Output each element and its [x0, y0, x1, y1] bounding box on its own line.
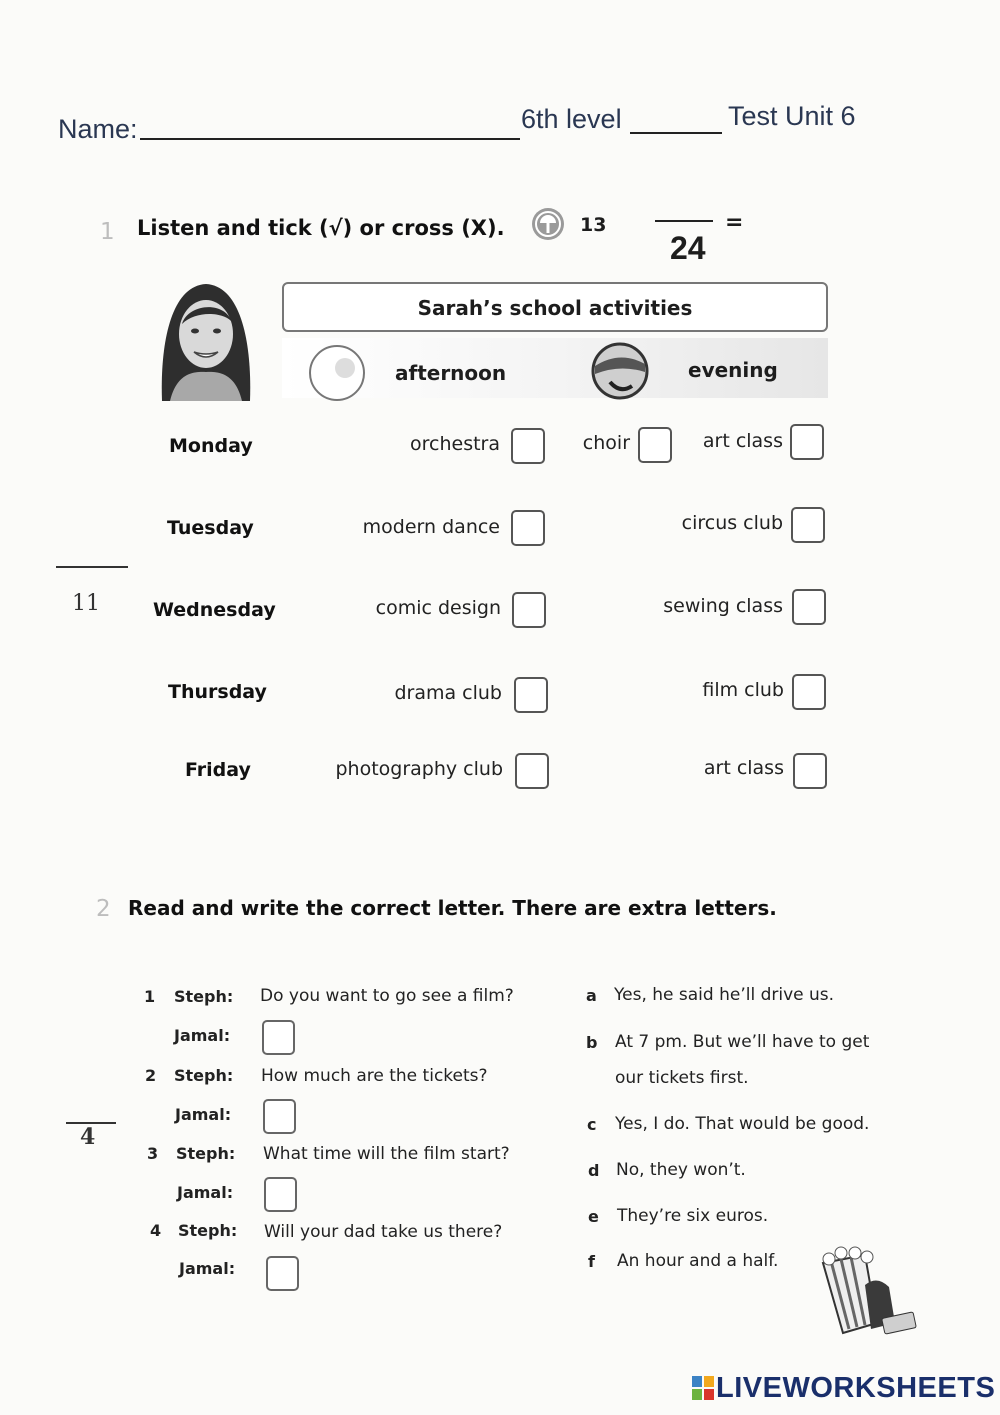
- sun-icon: [308, 344, 366, 402]
- activity-label: orchestra: [410, 433, 500, 455]
- answer-box[interactable]: [790, 424, 824, 460]
- name-label: Name:: [58, 114, 138, 144]
- activity-label: comic design: [375, 597, 501, 619]
- dialogue-number: 3: [147, 1144, 159, 1163]
- answer-box[interactable]: [512, 592, 546, 628]
- speaker-jamal: Jamal:: [174, 1026, 231, 1045]
- activities-panel-header: [282, 282, 828, 332]
- answer-text: No, they won’t.: [616, 1160, 746, 1180]
- answer-box[interactable]: [514, 677, 548, 713]
- speaker-steph: Steph:: [174, 987, 234, 1006]
- answer-text-continued: our tickets first.: [615, 1068, 749, 1088]
- answer-letter: d: [588, 1161, 600, 1180]
- panel-title: Sarah’s school activities: [417, 296, 693, 320]
- dialogue-number: 1: [144, 987, 156, 1006]
- level-label: 6th level: [521, 104, 622, 134]
- liveworksheets-logo-icon: [692, 1376, 714, 1400]
- activity-label: drama club: [394, 682, 502, 704]
- answer-letter: a: [586, 986, 597, 1005]
- track-number: 13: [580, 214, 607, 236]
- answer-box[interactable]: [791, 507, 825, 543]
- speaker-steph: Steph:: [174, 1066, 234, 1085]
- activity-label: photography club: [335, 758, 503, 780]
- liveworksheets-brand: LIVEWORKSHEETS: [716, 1372, 996, 1404]
- question-text: Do you want to go see a film?: [260, 986, 514, 1006]
- speaker-jamal: Jamal:: [179, 1259, 236, 1278]
- answer-text: An hour and a half.: [617, 1251, 779, 1271]
- moon-sunset-icon: [590, 342, 650, 400]
- evening-header: evening: [688, 358, 778, 382]
- popcorn-ticket-illustration: [815, 1245, 920, 1340]
- letter-answer-box[interactable]: [263, 1099, 296, 1134]
- activity-label: modern dance: [362, 516, 500, 538]
- exercise-2-instruction: Read and write the correct letter. There are extra letters.: [128, 896, 777, 920]
- activity-label: choir: [582, 432, 630, 454]
- margin-score-1: 11: [72, 591, 100, 616]
- answer-letter: c: [587, 1115, 597, 1134]
- answer-text: At 7 pm. But we’ll have to get: [615, 1032, 870, 1052]
- name-field[interactable]: [140, 112, 520, 140]
- dialogue-number: 2: [145, 1066, 157, 1085]
- answer-letter: b: [586, 1033, 598, 1052]
- answer-letter: e: [588, 1207, 599, 1226]
- answer-box[interactable]: [511, 428, 545, 464]
- exercise-2-number: 2: [96, 896, 111, 922]
- day-friday: Friday: [185, 759, 251, 781]
- answer-box[interactable]: [793, 753, 827, 789]
- day-tuesday: Tuesday: [167, 517, 254, 539]
- answer-box[interactable]: [792, 674, 826, 710]
- activity-label: film club: [702, 679, 784, 701]
- answer-text: They’re six euros.: [617, 1206, 769, 1226]
- score-denominator: 24: [670, 230, 706, 266]
- day-thursday: Thursday: [168, 681, 267, 703]
- speaker-jamal: Jamal:: [177, 1183, 234, 1202]
- activity-label: sewing class: [663, 595, 783, 617]
- answer-box[interactable]: [792, 589, 826, 625]
- sarah-photo: [140, 276, 272, 401]
- score-equals: =: [725, 210, 744, 235]
- answer-text: Yes, I do. That would be good.: [615, 1114, 870, 1134]
- speaker-steph: Steph:: [178, 1221, 238, 1240]
- letter-answer-box[interactable]: [262, 1020, 295, 1055]
- activity-label: art class: [703, 757, 784, 779]
- activity-label: art class: [702, 430, 783, 452]
- activity-label: circus club: [681, 512, 783, 534]
- dialogue-number: 4: [150, 1221, 162, 1240]
- answer-box[interactable]: [511, 510, 545, 546]
- answer-box[interactable]: [515, 753, 549, 789]
- question-text: How much are the tickets?: [261, 1066, 488, 1086]
- afternoon-header: afternoon: [395, 361, 507, 385]
- level-field[interactable]: [630, 108, 722, 134]
- answer-letter: f: [588, 1252, 595, 1271]
- exercise-1-number: 1: [100, 219, 115, 245]
- day-wednesday: Wednesday: [153, 599, 276, 621]
- answer-text: Yes, he said he’ll drive us.: [614, 985, 835, 1005]
- margin-score-2: 4: [80, 1124, 96, 1150]
- answer-box[interactable]: [638, 427, 672, 463]
- audio-track-icon: [530, 206, 566, 242]
- score-field[interactable]: [655, 212, 713, 222]
- speaker-jamal: Jamal:: [175, 1105, 232, 1124]
- speaker-steph: Steph:: [176, 1144, 236, 1163]
- exercise-1-instruction: Listen and tick (√) or cross (X).: [137, 216, 505, 240]
- margin-score-line-1: [56, 566, 128, 568]
- letter-answer-box[interactable]: [264, 1177, 297, 1212]
- question-text: What time will the film start?: [263, 1144, 510, 1164]
- question-text: Will your dad take us there?: [264, 1222, 503, 1242]
- letter-answer-box[interactable]: [266, 1256, 299, 1291]
- test-title: Test Unit 6: [728, 101, 856, 131]
- day-monday: Monday: [169, 435, 253, 457]
